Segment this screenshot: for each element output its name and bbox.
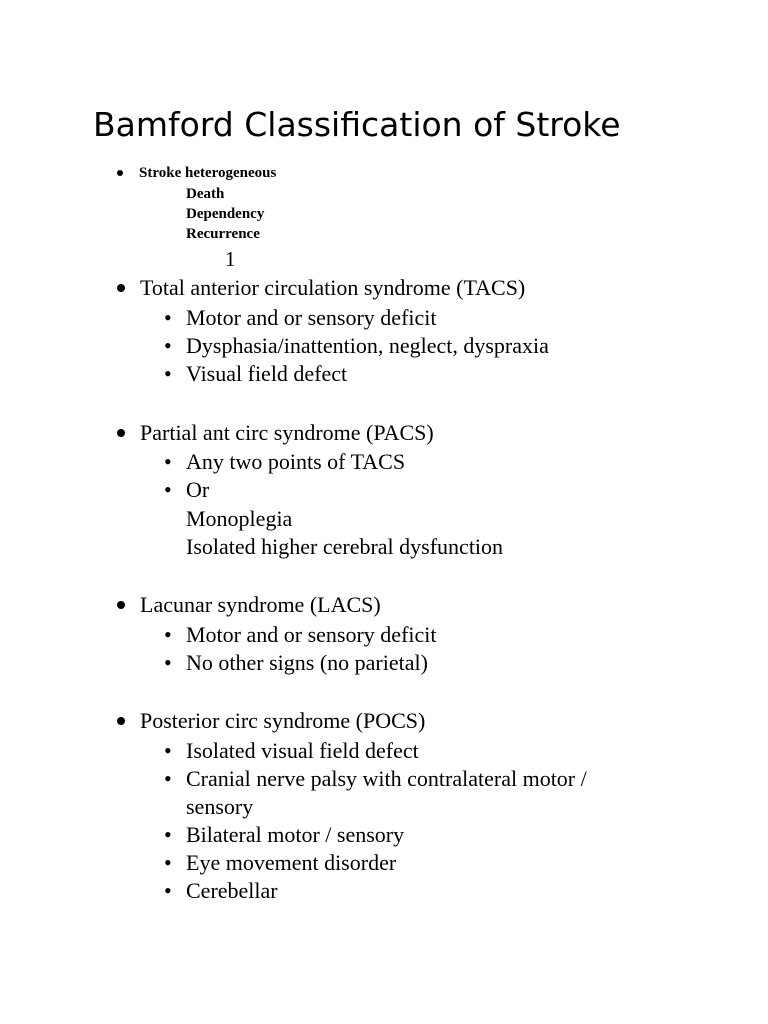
section-line: Dysphasia/inattention, neglect, dyspraxia	[186, 333, 549, 358]
section-line: Motor and or sensory deficit	[186, 622, 437, 647]
section-line: No other signs (no parietal)	[186, 650, 428, 675]
section-bullet	[117, 429, 125, 437]
sub-bullet: •	[164, 650, 172, 675]
sub-bullet: •	[164, 361, 172, 386]
section-line: Eye movement disorder	[186, 850, 397, 875]
intro-item: Recurrence	[186, 226, 260, 242]
sub-bullet: •	[164, 878, 172, 903]
section-line: Any two points of TACS	[186, 449, 406, 474]
sub-bullet: •	[164, 822, 172, 847]
sub-bullet: •	[164, 766, 172, 791]
section-line: Or	[186, 477, 210, 502]
sub-bullet: •	[164, 622, 172, 647]
section-bullet	[117, 601, 125, 609]
section-heading: Total anterior circulation syndrome (TACS)	[140, 275, 526, 300]
intro-item: Dependency	[186, 206, 265, 222]
section-heading: Partial ant circ syndrome (PACS)	[140, 420, 434, 445]
sub-bullet: •	[164, 477, 172, 502]
page-title: Bamford Classification of Stroke	[93, 105, 621, 144]
intro-item: Death	[186, 186, 225, 202]
section-line: sensory	[186, 794, 254, 819]
sub-bullet: •	[164, 738, 172, 763]
section-heading: Lacunar syndrome (LACS)	[140, 592, 381, 617]
intro-heading: Stroke heterogeneous	[139, 165, 277, 181]
sub-bullet: •	[164, 305, 172, 330]
sub-bullet: •	[164, 333, 172, 358]
section-heading: Posterior circ syndrome (POCS)	[140, 708, 426, 733]
section-bullet	[117, 284, 125, 292]
section-line: Cerebellar	[186, 878, 278, 903]
section-line: Monoplegia	[186, 506, 293, 531]
section-line: Motor and or sensory deficit	[186, 305, 437, 330]
sub-bullet: •	[164, 850, 172, 875]
sub-bullet: •	[164, 449, 172, 474]
section-bullet	[117, 717, 125, 725]
section-line: Bilateral motor / sensory	[186, 822, 405, 847]
section-line: Visual field defect	[186, 361, 348, 386]
intro-marker: 1	[225, 247, 236, 271]
section-line: Isolated visual field defect	[186, 738, 419, 763]
section-line: Isolated higher cerebral dysfunction	[186, 534, 504, 559]
intro-bullet	[117, 170, 123, 176]
section-line: Cranial nerve palsy with contralateral motor /	[186, 766, 587, 791]
